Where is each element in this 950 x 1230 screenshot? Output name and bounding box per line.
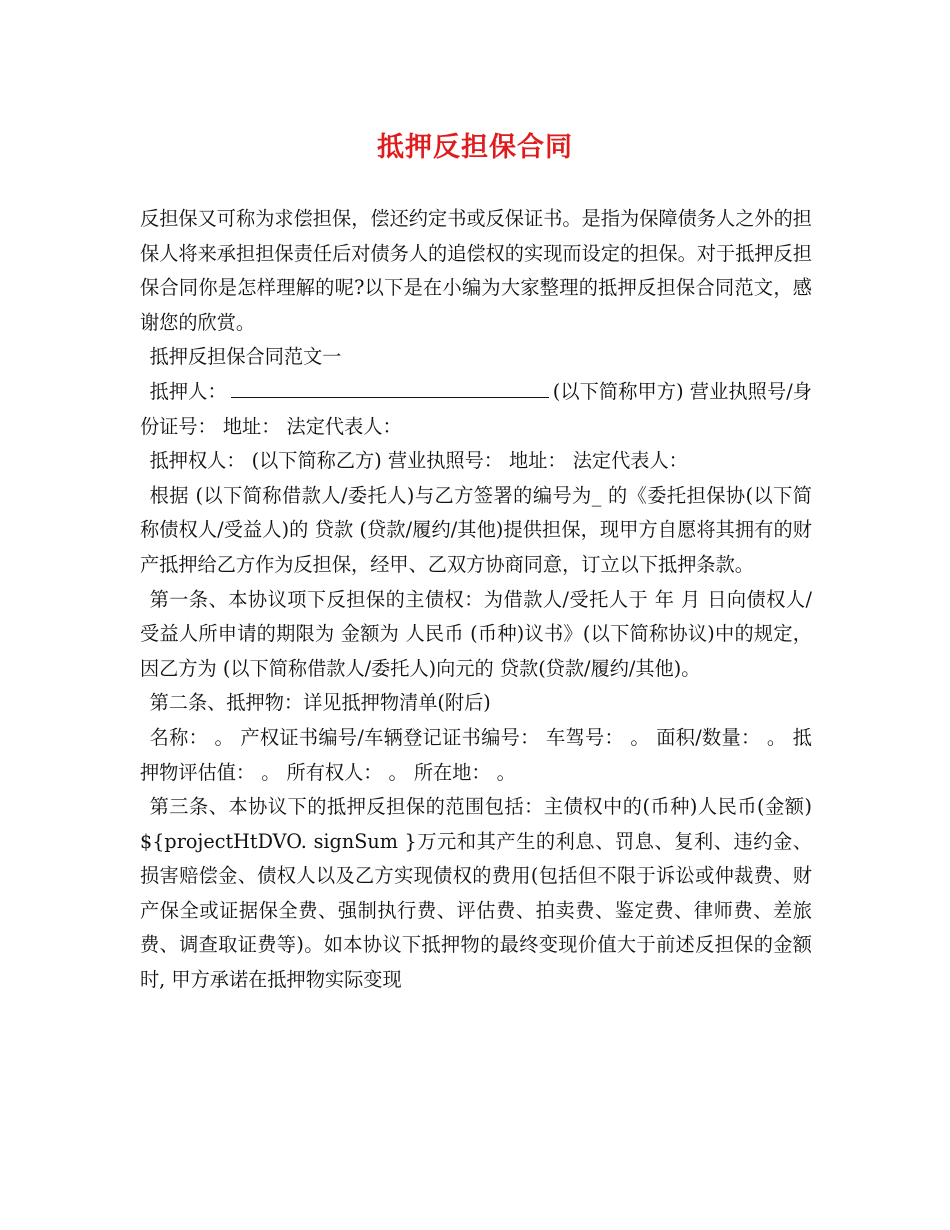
mortgagor-paragraph xyxy=(140,375,812,444)
mortgagor-details: (以下简称甲方) 营业执照号/身份证号： 地址： 法定代表人： xyxy=(140,379,812,438)
article-1-paragraph: 第一条、本协议项下反担保的主债权：为借款人/受托人于 年 月 日向债权人/受益人所申请的期限为 金额为 人民币 (币种)议书》(以下简称协议)中的规定，因乙方为 (以下简称借款人/委托人)向元的 贷款(贷款/履约/其他)。 xyxy=(140,587,812,680)
intro-paragraph: 反担保又可称为求偿担保，偿还约定书或反保证书。是指为保障债务人之外的担保人将来承担担保责任后对债务人的追偿权的实现而设定的担保。对于抵押反担保合同你是怎样理解的呢?以下是在小编为大家整理的抵押反担保合同范文，感谢您的欣赏。 xyxy=(140,207,812,334)
article-2-paragraph: 第二条、抵押物：详见抵押物清单(附后) xyxy=(149,691,491,715)
mortgagor-label: 抵押人： xyxy=(149,379,227,403)
basis-paragraph: 根据 (以下简称借款人/委托人)与乙方签署的编号为_ 的《委托担保协(以下简称债权人/受益人)的 贷款 (贷款/履约/其他)提供担保，现甲方自愿将其拥有的财产抵押给乙方作为反担保，经甲、乙双方协商同意，订立以下抵押条款。 xyxy=(140,483,812,576)
document-title: 抵押反担保合同 xyxy=(377,132,573,163)
mortgagor-name-blank xyxy=(231,375,549,398)
mortgagee-paragraph: 抵押权人： (以下简称乙方) 营业执照号： 地址： 法定代表人： xyxy=(149,449,688,473)
sample-heading: 抵押反担保合同范文一 xyxy=(149,345,342,369)
article-3-paragraph: 第三条、本协议下的抵押反担保的范围包括：主债权中的(币种)人民币(金额)${projectHtDVO. signSum }万元和其产生的利息、罚息、复利、违约金、损害赔偿金、债权人以及乙方实现债权的费用(包括但不限于诉讼或仲裁费、财产保全或证据保全费、强制执行费、评估费、拍卖费、鉴定费、律师费、差旅费、调查取证费等)。如本协议下抵押物的最终变现价值大于前述反担保的金额时, 甲方承诺在抵押物实际变现 xyxy=(140,795,812,992)
property-paragraph: 名称： 。 产权证书编号/车辆登记证书编号： 车驾号： 。 面积/数量： 。 抵押物评估值： 。 所有权人： 。 所在地： 。 xyxy=(140,725,812,784)
document-body xyxy=(140,202,812,998)
